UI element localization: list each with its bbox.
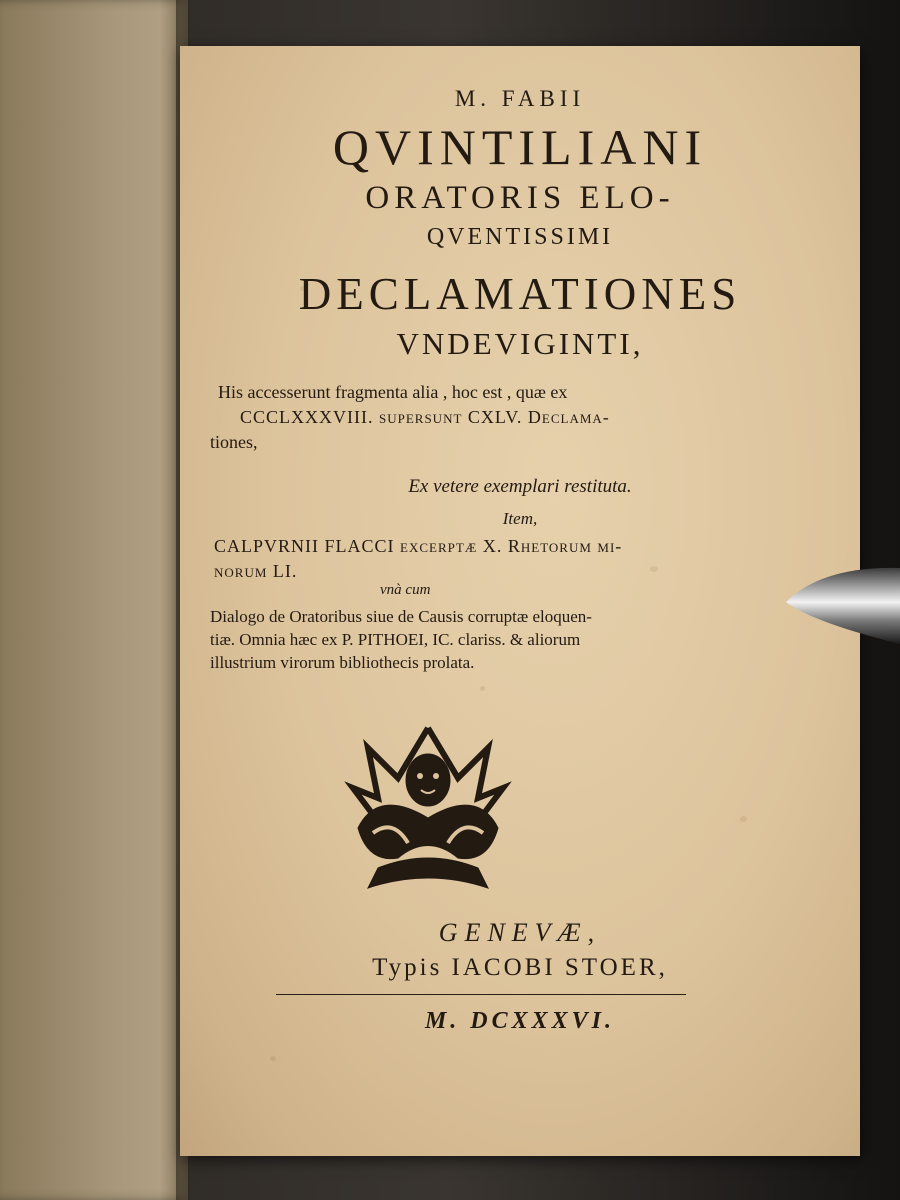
una-cum: vnà cum bbox=[380, 582, 431, 598]
epithet-line-1: ORATORIS ELO- bbox=[365, 180, 675, 216]
epithet-line-2: QVENTISSIMI bbox=[426, 224, 614, 250]
dialogus-line-1: Dialogo de Oratoribus siue de Causis corruptæ eloquen- bbox=[210, 607, 592, 626]
contents-line-1: His accesserunt fragmenta alia , hoc est , quæ ex bbox=[218, 382, 568, 402]
metal-clip-icon bbox=[782, 560, 900, 652]
title-page bbox=[180, 46, 860, 1156]
woodcut-printer-device-icon bbox=[338, 718, 518, 898]
work-subtitle: VNDEVIGINTI, bbox=[396, 326, 644, 361]
calpurnius-line-2: norum LI. bbox=[214, 561, 298, 581]
restored-note: Ex vetere exemplari restituta. bbox=[408, 476, 632, 497]
author-prefix: M. FABII bbox=[454, 86, 586, 111]
author-name: QVINTILIANI bbox=[332, 119, 708, 175]
work-title: DECLAMATIONES bbox=[298, 269, 742, 319]
place-of-printing: GENEVÆ, bbox=[438, 918, 602, 947]
item-word: Item, bbox=[502, 509, 538, 528]
dialogus-line-2: tiæ. Omnia hæc ex P. PITHOEI, IC. clariss. & aliorum bbox=[210, 630, 581, 649]
calpurnius-line-1: CALPVRNII FLACCI excerptæ X. Rhetorum mi- bbox=[214, 536, 623, 556]
left-page bbox=[0, 0, 188, 1200]
dialogus-line-3: illustrium virorum bibliothecis prolata. bbox=[210, 653, 475, 672]
imprint-year: M. DCXXXVI. bbox=[424, 1008, 616, 1034]
printer-line: Typis IACOBI STOER, bbox=[372, 954, 668, 981]
contents-line-2: CCCLXXXVIII. supersunt CXLV. Declama- bbox=[240, 407, 610, 427]
divider-rule bbox=[276, 994, 686, 995]
contents-line-3: tiones, bbox=[210, 432, 258, 452]
